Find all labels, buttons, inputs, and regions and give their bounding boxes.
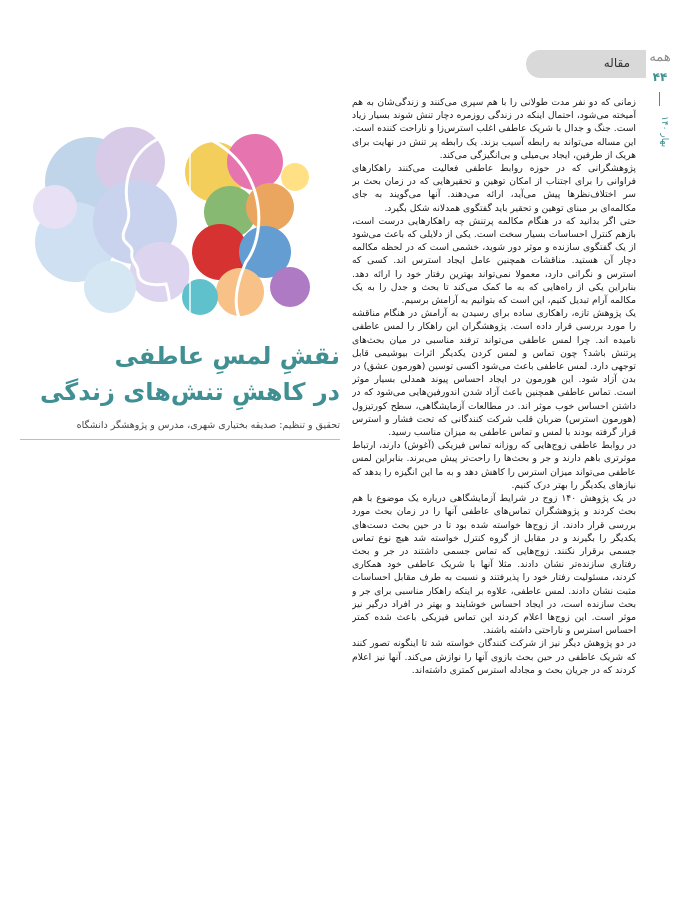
magazine-logo: همه — [649, 50, 671, 65]
paragraph: در دو پژوهش دیگر نیز از شرکت کنندگان خواسته شد تا اینگونه تصور کنند که شریک عاطفی در حین بحث بازوی آنها را نوازش می‌کند. آنها نیز اعلام کردند که در جریان بحث و مجادله استرس کمتری داشته‌اند. — [352, 638, 636, 676]
article-title-line-1: نقشِ لمسِ عاطفی — [114, 342, 340, 370]
watercolor-head-illustration — [20, 112, 340, 322]
paragraph: در روابط عاطفی زوج‌هایی که روزانه تماس فیزیکی (آغوش) دارند، ارتباط موثرتری باهم دارند و جر و بحث‌ها را راحت‌تر پیش می‌برند. بنابراین لمس عاطفی می‌تواند میزان استرس را کاهش دهد و به ما این انگیزه را بدهد که نیازهای یکدیگر را بهتر درک کنیم. — [352, 440, 636, 491]
paragraph: حتی اگر بدانید که در هنگام مکالمه پرتنش چه راهکارهایی درست است، بازهم کنترل احساسات بسیار سخت است. یکی از دلایلی که باعث می‌شود از یک گفتگوی سازنده و موثر دور شوید، خشمی است که در لحظه مکالمه دچار آن هستید. مناقشات همچنین عامل ایجاد استرس اند. کسی که استرس و نگرانی دارد، معمولا نمی‌تواند بهترین رفتار خود را ارائه دهد. بنابراین یکی از راه‌هایی که به ما کمک می‌کند تا بحث و جدل را به یک مکالمه آرام تبدیل کنیم، این است که بتوانیم به آرامش برسیم. — [352, 215, 636, 307]
article-title-line-2: در کاهشِ تنش‌های زندگی — [39, 378, 340, 406]
page-number: ۴۴ — [652, 70, 668, 84]
byline-divider — [20, 439, 340, 440]
author-byline: تحقیق و تنظیم: صدیقه بختیاری شهری، مدرس و پژوهشگر دانشگاه — [76, 420, 340, 431]
warm-watercolor-wash — [182, 134, 310, 316]
paragraph: یک پژوهش تازه، راهکاری ساده برای رسیدن به آرامش در هنگام مناقشه را مورد بررسی قرار داده است. پژوهشگران این راهکار را لمس عاطفی نامیده اند. چرا لمس عاطفی می‌تواند ترفند مناسبی در میان بحث‌های پرتنش باشد؟ چون تماس و لمس کردن یکدیگر اثرات بیوشیمی قابل توجهی دارد. لمس عاطفی باعث می‌شود اکسی توسین (هورمون عشق) در بدن آزاد شود. این هورمون در ایجاد احساس پیوند همدلی بسیار موثر است. تماس عاطفی همچنین باعث آزاد شدن اندورفین‌هایی می‌شود که در داشتن احساس خوب موثر اند. در مطالعات آزمایشگاهی، سطح کورتیزول (هورمون استرس) ضربان قلب شرکت کنندگانی که تحت فشار و استرس قرار گرفته بودند با لمس و تماس عاطفی به میزان مناسب رسید. — [352, 308, 636, 439]
paragraph: زمانی که دو نفر مدت طولانی را با هم سپری می‌کنند و زندگی‌شان به هم آمیخته می‌شود، احتمال اینکه در زندگی روزمره دچار تنش شوند بسیار زیاد است. جنگ و جدال با شریک عاطفی اغلب استرس‌زا و ناراحت کننده است. این مساله می‌تواند به رابطه آسیب بزند. یک رابطه پر تنش در نهایت برای هریک از طرفین، ایجاد بی‌میلی و بی‌انگیزگی می‌کند. — [352, 97, 636, 161]
section-label: مقاله — [603, 56, 630, 70]
issue-vertical-label: بهار ۱۴۰ — [659, 116, 669, 148]
header-divider — [659, 92, 660, 106]
article-body — [352, 96, 636, 838]
paragraph: پژوهشگرانی که در حوزه روابط عاطفی فعالیت می‌کنند راهکارهای فراوانی را برای اجتناب از امکان توهین و تحقیرهایی که در زمان بحث بر سر اختلاف‌نظرها پیش می‌آید، ارائه می‌دهند. آنها می‌گویند به جای مکالمه‌ای بر مبنای توهین و تحقیر باید گفتگوی همدلانه شکل بگیرد. — [352, 163, 636, 214]
paragraph: در یک پژوهش ۱۴۰ زوج در شرایط آزمایشگاهی درباره یک موضوع با هم بحث کردند و پژوهشگران تماس‌های عاطفی آنها را در زمان بحث مورد بررسی قرار دادند. از زوج‌ها خواسته شده بود تا در حین بحث دست‌های یکدیگر را بگیرند و در مقابل از گروه کنترل خواسته شد هیچ نوع تماس جسمی برقرار نکنند. زوج‌هایی که تماس جسمی داشتند در جر و بحث رفتاری سازنده‌تر نشان دادند. مثلا آنها با شریک عاطفی خود همکاری کردند، مسئولیت رفتار خود را پذیرفتند و نسبت به طرف مقابل احساسات مثبت نشان دادند. لمس عاطفی، علاوه بر اینکه راهکار مناسبی برای جر و بحث سازنده است، در ایجاد احساس خوشایند و بهتر در افراد درگیر نیز موثر است. این زوج‌ها اعلام کردند این تماس فیزیکی باعث شده کمتر احساس استرس و ناراحتی داشته باشند. — [352, 493, 636, 637]
title-block — [20, 338, 340, 440]
section-tab — [526, 50, 646, 78]
